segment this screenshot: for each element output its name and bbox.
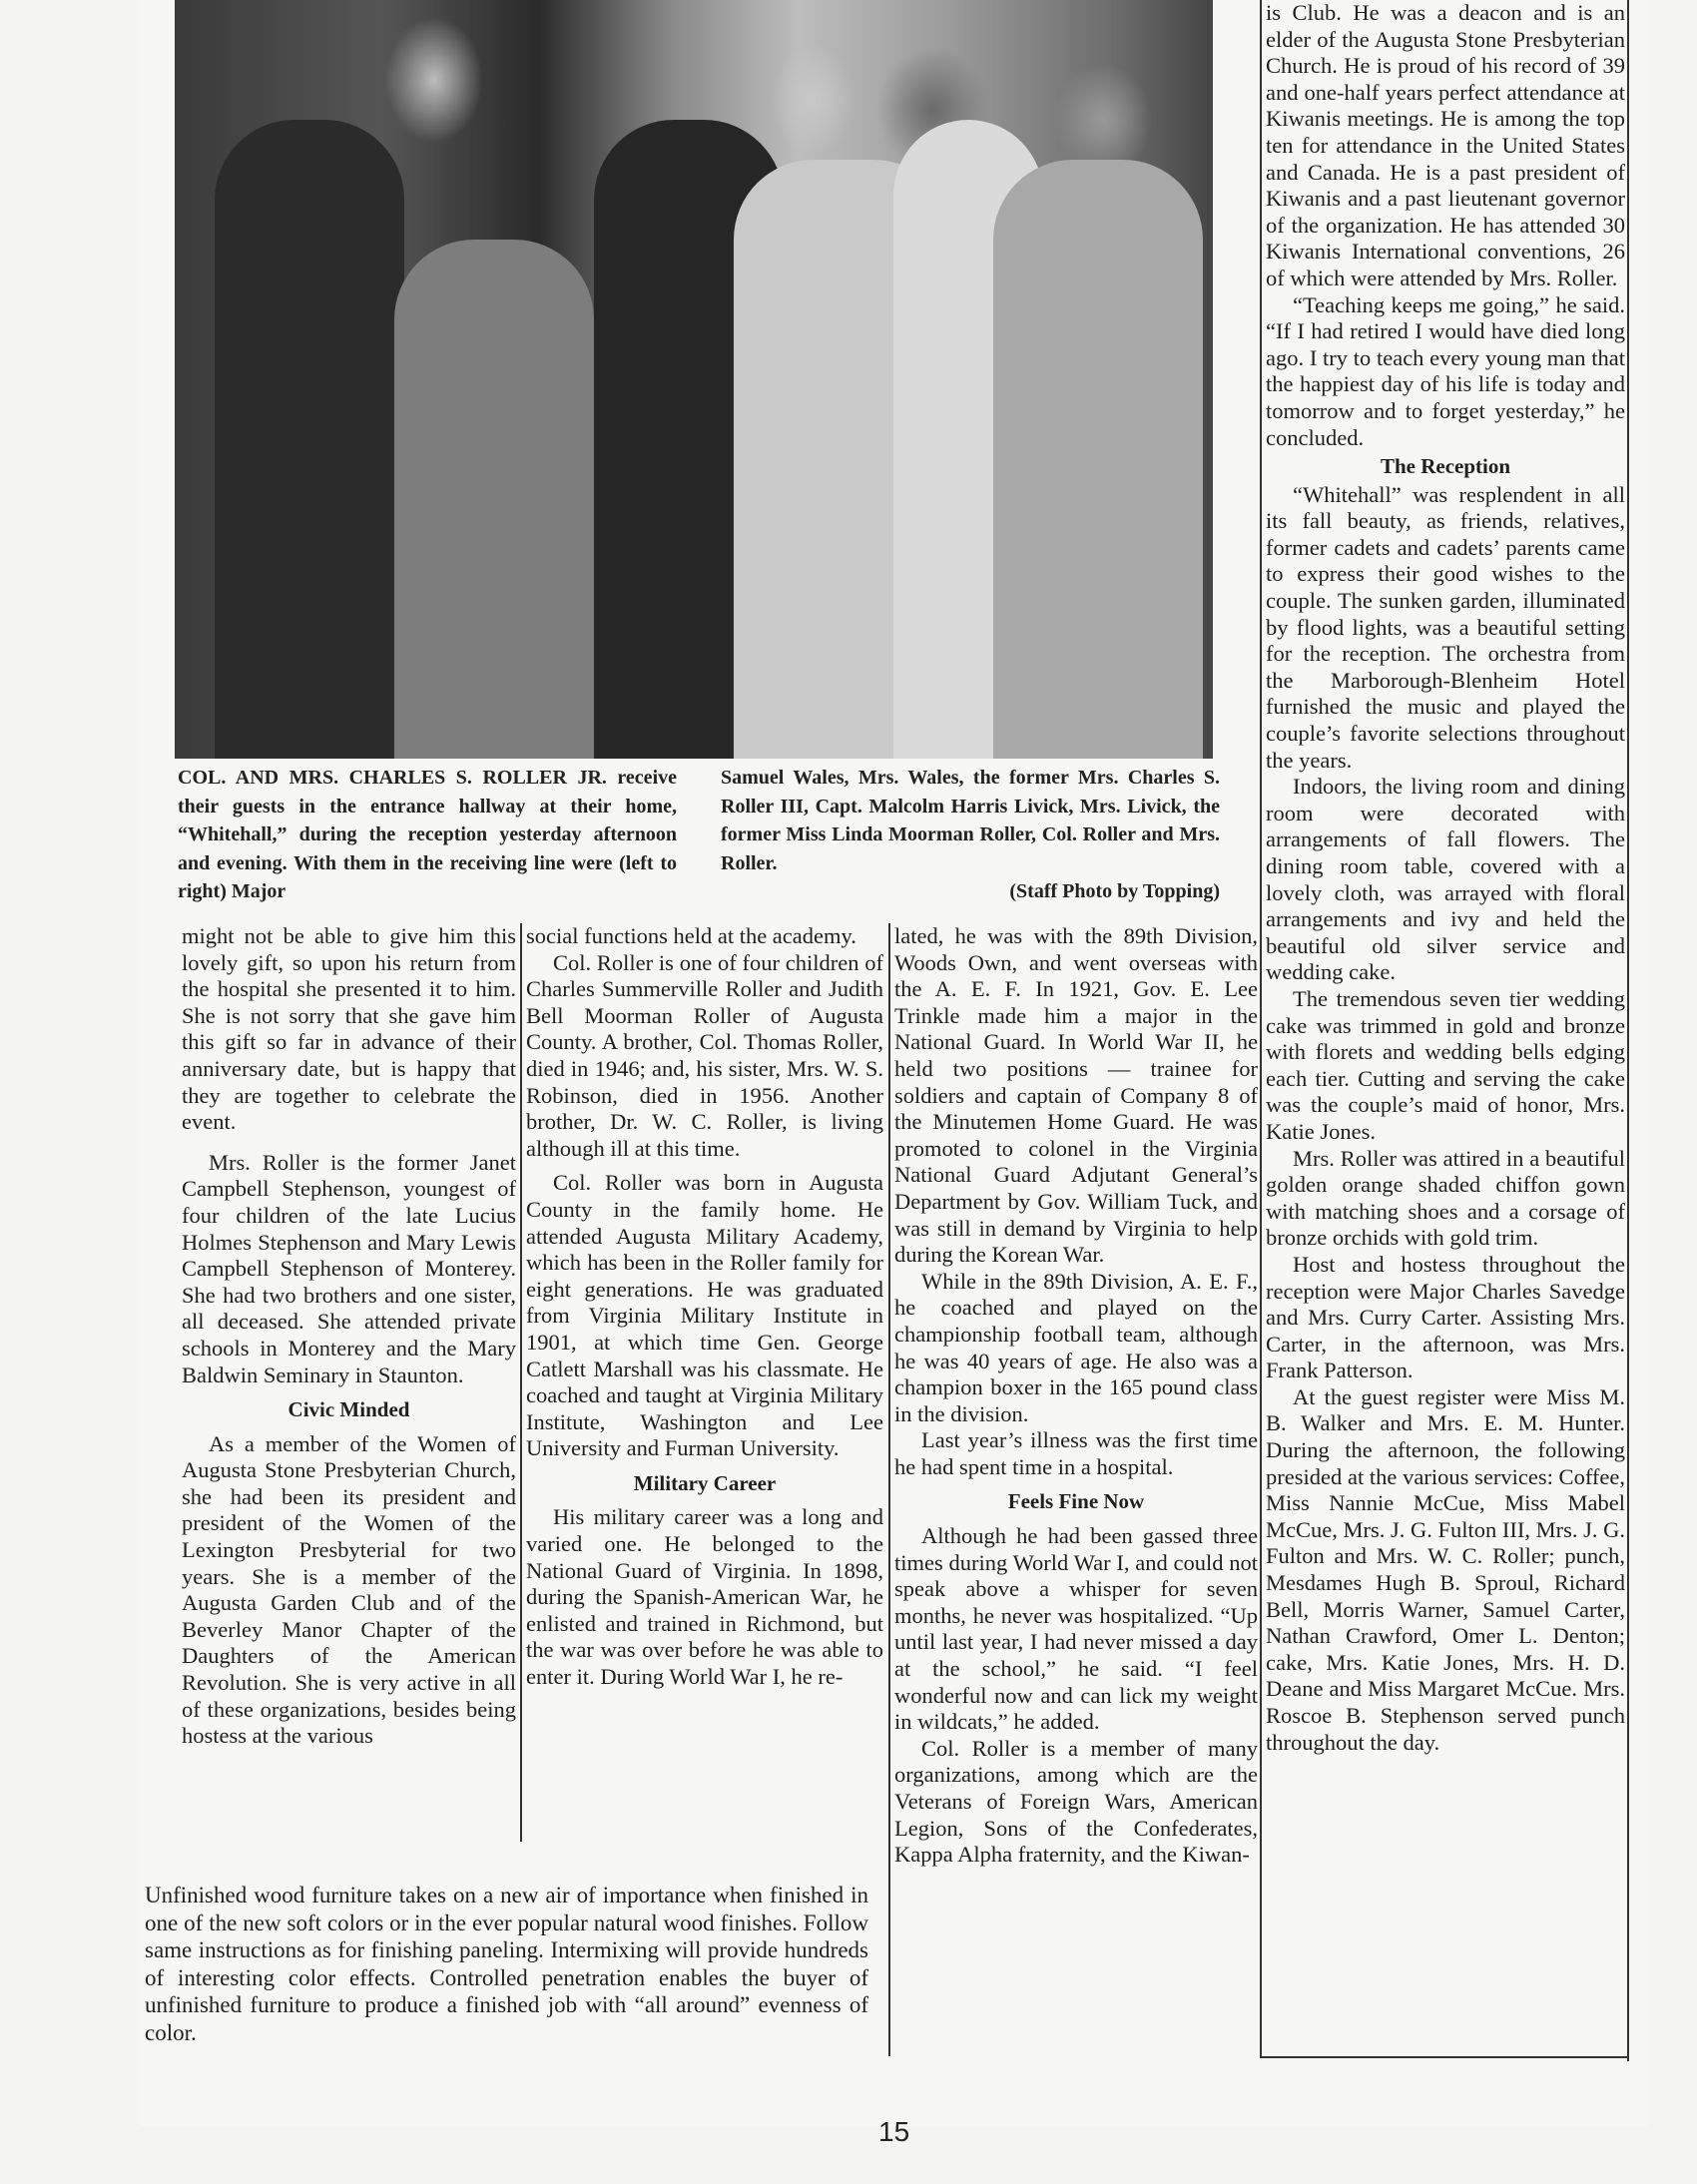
photo-credit: (Staff Photo by Topping) bbox=[1009, 880, 1220, 902]
subheading: Civic Minded bbox=[287, 1397, 410, 1422]
receiving-line-photo bbox=[175, 0, 1213, 759]
article-column-1 bbox=[182, 923, 516, 1750]
subheading: The Reception bbox=[1380, 454, 1511, 479]
subheading: Military Career bbox=[633, 1470, 777, 1495]
paragraph: Col. Roller is a member of many organizations, among which are the Veterans of Foreign Wars, American Legion, Sons of the Confederates, Kappa Alpha fraternity, and the Kiwan- bbox=[894, 1735, 1258, 1868]
figure-woman-1 bbox=[394, 240, 594, 759]
paragraph: Indoors, the living room and dining room were decorated with arrangements of fall flowers. The dining room table, covered with a lovely cloth, was arrayed with floral arrangements and ivy and held the beautiful old silver service and wedding cake. bbox=[1266, 774, 1625, 985]
paragraph: Although he had been gassed three times during World War I, and could not speak above a whisper for seven months, he never was hospitalized. “Up until last year, I had never missed a day at the school,” he said. “I feel wonderful now and can lick my weight in wildcats,” he added. bbox=[894, 1523, 1258, 1735]
photo-caption-left: COL. AND MRS. CHARLES S. ROLLER JR. receive their guests in the entrance hallway at their home, “Whitehall,” during the reception yesterday afternoon and evening. With them in the receiving line were (left to right) Major bbox=[178, 767, 677, 902]
paragraph: While in the 89th Division, A. E. F., he coached and played on the championship football team, although he was 40 years of age. He also was a champion boxer in the 165 pound class in the division. bbox=[894, 1268, 1258, 1426]
figure-woman-3 bbox=[993, 160, 1203, 759]
bottom-article: Unfinished wood furniture takes on a new air of importance when finished in one of the new soft colors or in the ever popular natural wood finishes. Follow same instructions as for finishing paneling. Intermixing will provide hundreds of interesting color effects. Controlled penetration enables the buyer of unfinished furniture to produce a finished job with “all around” evenness of color. bbox=[145, 1883, 868, 2045]
paragraph: Col. Roller is one of four children of Charles Summerville Roller and Judith Bell Moorman Roller of Augusta County. A brother, Col. Thomas Roller, died in 1946; and, his sister, Mrs. W. S. Robinson, died in 1956. Another brother, Dr. W. C. Roller, is living although ill at this time. bbox=[526, 949, 883, 1161]
paragraph: Mrs. Roller is the former Janet Campbell Stephenson, youngest of four children of the late Lucius Holmes Stephenson and Mary Lewis Campbell Stephenson of Monterey. She had two brothers and one sister, all deceased. She attended private schools in Monterey and the Mary Baldwin Seminary in Staunton. bbox=[182, 1149, 516, 1387]
paragraph: “Teaching keeps me going,” he said. “If I had retired I would have died long ago. I try to teach every young man that the happiest day of his life is today and tomorrow and to forget yesterday,” he concluded. bbox=[1266, 291, 1625, 450]
paragraph: Col. Roller was born in Augusta County in the family home. He attended Augusta Military Academy, which has been in the Roller family for eight generations. He was graduated from Virginia Military Institute in 1901, at which time Gen. George Catlett Marshall was his classmate. He coached and taught at Virginia Military Institute, Washington and Lee University and Furman University. bbox=[526, 1170, 883, 1461]
article-column-4 bbox=[1248, 0, 1625, 1756]
paragraph: social functions held at the academy. bbox=[526, 923, 856, 948]
paragraph: Host and hostess throughout the reception were Major Charles Savedge and Mrs. Curry Carter. Assisting Mrs. Carter, in the afternoon, was Mrs. Frank Patterson. bbox=[1266, 1251, 1625, 1383]
subheading: Feels Fine Now bbox=[1007, 1489, 1145, 1514]
article-column-3 bbox=[894, 923, 1258, 1869]
paragraph: As a member of the Women of Augusta Stone Presbyterian Church, she had been its president and president of the Women of the Lexington Presbyterial for two years. She is a member of the Augusta Garden Club and of the Beverley Manor Chapter of the Daughters of the American Revolution. She is very active in all of these organizations, besides being hostess at the various bbox=[182, 1430, 516, 1749]
paragraph: At the guest register were Miss M. B. Walker and Mrs. E. M. Hunter. During the afternoon, the following presided at the various services: Coffee, Miss Nannie McCue, Miss Mabel McCue, Mrs. J. G. Fulton III, Mrs. J. G. Fulton and Mrs. W. C. Roller; punch, Mesdames Hugh B. Sproul, Richard Bell, Morris Warner, Samuel Carter, Nathan Crawford, Omer L. Denton; cake, Mrs. Katie Jones, Mrs. H. D. Deane and Miss Margaret McCue. Mrs. Roscoe B. Stephenson served punch throughout the day. bbox=[1266, 1383, 1625, 1755]
photo-caption-right bbox=[721, 764, 1220, 906]
article-column-2 bbox=[526, 923, 883, 1691]
paragraph: is Club. He was a deacon and is an elder of the Augusta Stone Presbyterian Church. He is proud of his record of 39 and one-half years perfect attendance at Kiwanis meetings. He is among the top ten for attendance in the United States and Canada. He is a past president of Kiwanis and a past lieutenant governor of the organization. He has attended 30 Kiwanis International conventions, 26 of which were attended by Mrs. Roller. bbox=[1266, 0, 1625, 290]
column-border-bottom bbox=[1260, 2056, 1629, 2058]
column-divider bbox=[888, 923, 890, 2056]
paragraph: Mrs. Roller was attired in a beautiful golden orange shaded chiffon gown with matching shoes and a corsage of bronze orchids with gold trim. bbox=[1266, 1145, 1625, 1251]
figure-man-left bbox=[215, 120, 404, 759]
page-number: 15 bbox=[878, 2116, 910, 2147]
paragraph: The tremendous seven tier wedding cake was trimmed in gold and bronze with florets and wedding bells edging each tier. Cutting and serving the cake was the couple’s maid of honor, Mrs. Katie Jones. bbox=[1266, 985, 1625, 1144]
paragraph: lated, he was with the 89th Division, Woods Own, and went overseas with the A. E. F. In 1921, Gov. E. Lee Trinkle made him a major in the National Guard. In World War II, he held two positions — trainee for soldiers and captain of Company 8 of the Minutemen Home Guard. He was promoted to colonel in the Virginia National Guard Adjutant General’s Department by Gov. William Tuck, and was still in demand by Virginia to help during the Korean War. bbox=[894, 923, 1258, 1268]
paragraph: Last year’s illness was the first time he had spent time in a hospital. bbox=[894, 1427, 1258, 1479]
column-border bbox=[1627, 0, 1629, 2061]
paragraph: “Whitehall” was resplendent in all its fall beauty, as friends, relatives, former cadets and cadets’ parents came to express their good wishes to the couple. The sunken garden, illuminated by flood lights, was a beautiful setting for the reception. The orchestra from the Marborough-Blenheim Hotel furnished the music and played the couple’s favorite selections throughout the years. bbox=[1266, 481, 1625, 773]
paragraph: might not be able to give him this lovely gift, so upon his return from the hospital she presented it to him. She is not sorry that she gave him this gift so far in advance of their anniversary date, but is happy that they are together to celebrate the event. bbox=[182, 923, 516, 1135]
paragraph: His military career was a long and varied one. He belonged to the National Guard of Virginia. In 1898, during the Spanish-American War, he enlisted and trained in Richmond, but the war was over before he was able to enter it. During World War I, he re- bbox=[526, 1504, 883, 1690]
column-divider bbox=[520, 923, 522, 1842]
caption-text: Samuel Wales, Mrs. Wales, the former Mrs. Charles S. Roller III, Capt. Malcolm Harris Livick, Mrs. Livick, the former Miss Linda Moorman Roller, Col. Roller and Mrs. Roller. bbox=[721, 767, 1220, 874]
